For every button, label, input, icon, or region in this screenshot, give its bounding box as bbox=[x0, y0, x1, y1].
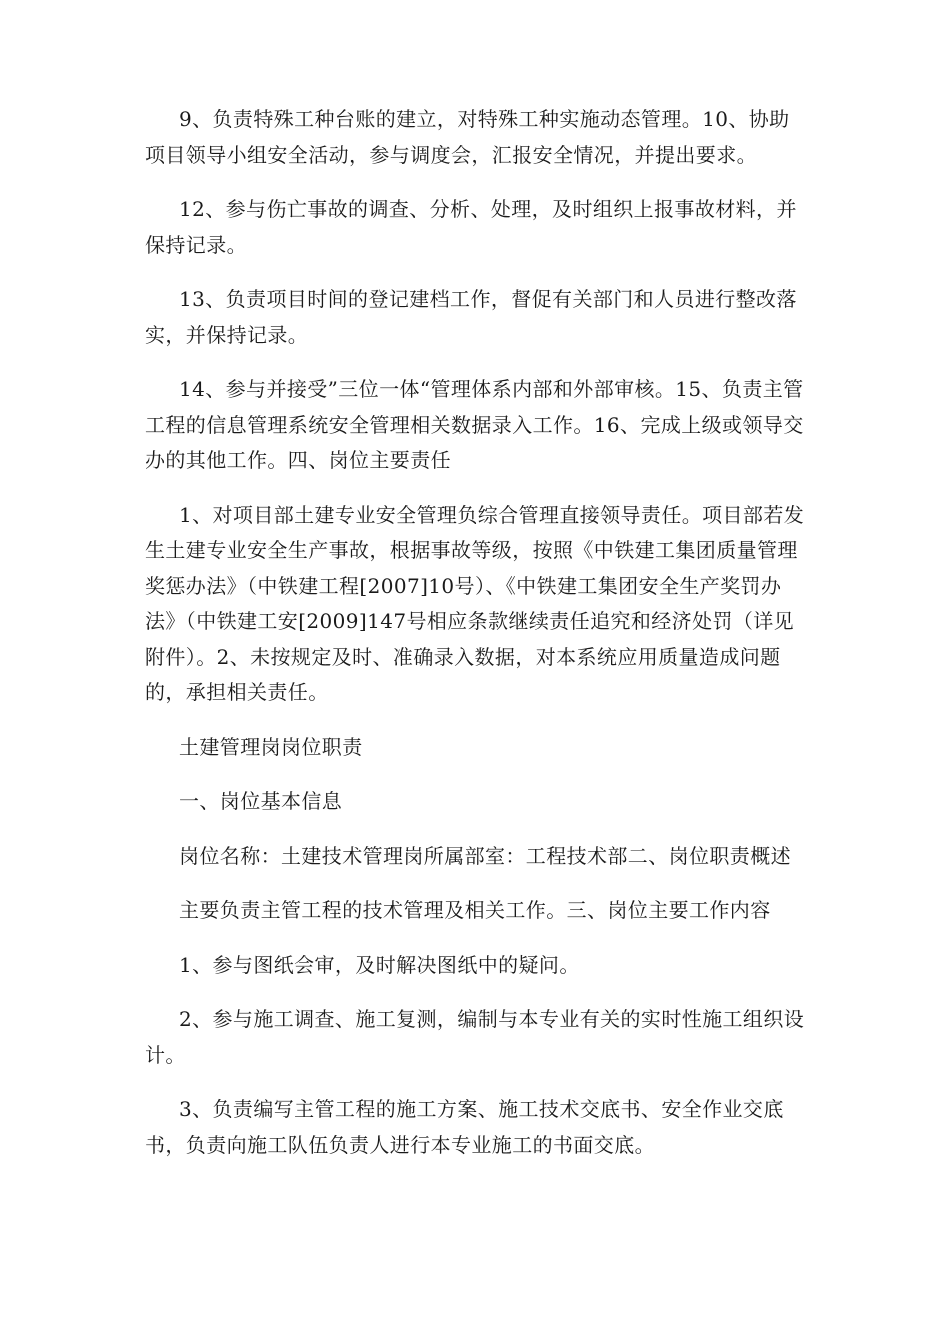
paragraph-construction-survey: 2、参与施工调查、施工复测，编制与本专业有关的实时性施工组织设计。 bbox=[145, 1007, 805, 1067]
paragraph-main-duty-summary: 主要负责主管工程的技术管理及相关工作。三、岗位主要工作内容 bbox=[179, 898, 771, 922]
section-heading-basic-info: 一、岗位基本信息 bbox=[179, 789, 343, 813]
section-heading-civil-management: 土建管理岗岗位职责 bbox=[179, 734, 363, 759]
paragraph-audit-and-data-entry: 14、参与并接受”三位一体“管理体系内部和外部审核。15、负责主管工程的信息管理系统安全管理相关数据录入工作。16、完成上级或领导交办的其他工作。四、岗位主要责任 bbox=[145, 377, 804, 472]
paragraph-drawing-review: 1、参与图纸会审，及时解决图纸中的疑问。 bbox=[179, 952, 580, 977]
paragraph-accident-investigation: 12、参与伤亡事故的调查、分析、处理，及时组织上报事故材料，并保持记录。 bbox=[145, 197, 797, 257]
paragraph-rectification: 13、负责项目时间的登记建档工作，督促有关部门和人员进行整改落实，并保持记录。 bbox=[145, 287, 797, 347]
paragraph-special-trades: 9、负责特殊工种台账的建立，对特殊工种实施动态管理。10、协助项目领导小组安全活动，参与调度会，汇报安全情况，并提出要求。 bbox=[145, 107, 790, 167]
paragraph-main-responsibilities: 1、对项目部土建专业安全管理负综合管理直接领导责任。项目部若发生土建专业安全生产事故，根据事故等级，按照《中铁建工集团质量管理奖惩办法》（中铁建工程[2007]10号）、《中铁建工集团安全生产奖罚办法》（中铁建工安[2009]147号相应条款继续责任追究和经济处罚（详见附件）。2、未按规定及时、准确录入数据，对本系统应用质量造成问题的，承担相关责任。 bbox=[145, 502, 805, 704]
document-page bbox=[145, 102, 805, 1182]
paragraph-position-name: 岗位名称：土建技术管理岗所属部室：工程技术部二、岗位职责概述 bbox=[179, 843, 791, 868]
paragraph-construction-plan: 3、负责编写主管工程的施工方案、施工技术交底书、安全作业交底书，负责向施工队伍负责人进行本专业施工的书面交底。 bbox=[145, 1097, 784, 1157]
